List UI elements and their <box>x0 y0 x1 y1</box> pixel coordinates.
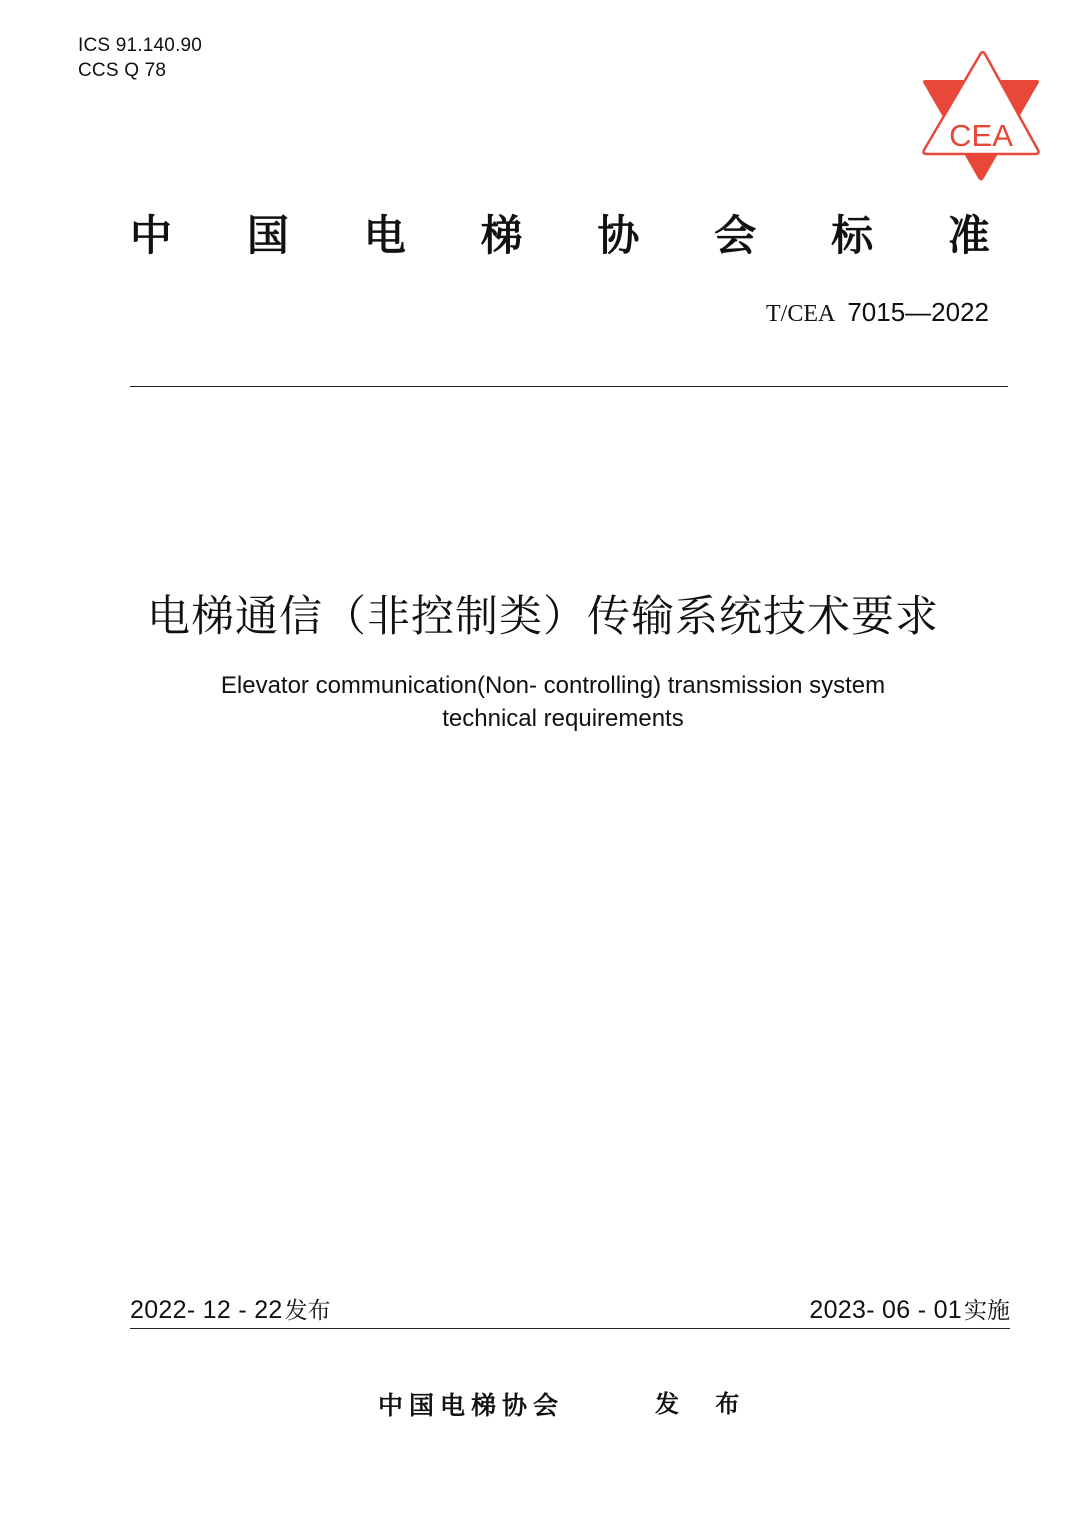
standard-number-code: 7015—2022 <box>847 297 989 327</box>
date-row <box>130 1292 1010 1329</box>
document-title-en-line1: Elevator communication(Non- controlling) transmission system <box>220 672 886 699</box>
standard-number-prefix: T/CEA <box>765 301 836 327</box>
association-title-char: 电 <box>363 211 406 260</box>
implement-date <box>809 1292 1010 1329</box>
cea-logo <box>920 50 1042 184</box>
bottom-divider <box>130 1328 1010 1329</box>
document-title-cn: 电梯通信（非控制类）传输系统技术要求 <box>147 592 939 642</box>
publish-date-value: 2022- 12 - 22 <box>130 1296 283 1324</box>
publisher-label: 发 布 <box>655 1390 754 1418</box>
association-title-char: 会 <box>714 211 757 260</box>
implement-date-value: 2023- 06 - 01 <box>809 1296 962 1324</box>
publish-date-label: 发布 <box>284 1298 331 1324</box>
document-title-en-line2: technical requirements <box>442 705 684 732</box>
ics-code: ICS 91.140.90 <box>78 35 203 56</box>
association-title-char: 协 <box>597 211 640 260</box>
ccs-code: CCS Q 78 <box>78 60 167 81</box>
cea-logo-text: CEA <box>949 118 1013 153</box>
association-title-char: 准 <box>947 211 990 260</box>
implement-date-label: 实施 <box>964 1298 1010 1324</box>
top-divider <box>130 386 1008 387</box>
association-title-char: 中 <box>130 211 173 260</box>
standard-number <box>766 292 989 334</box>
association-title-char: 标 <box>831 211 874 260</box>
association-standard-title <box>130 206 990 266</box>
publisher-name: 中国电梯协会 <box>378 1391 565 1420</box>
publish-date <box>130 1292 331 1329</box>
association-title-char: 国 <box>246 211 289 260</box>
association-title-char: 梯 <box>480 211 523 260</box>
cea-logo-mark <box>923 52 1039 180</box>
